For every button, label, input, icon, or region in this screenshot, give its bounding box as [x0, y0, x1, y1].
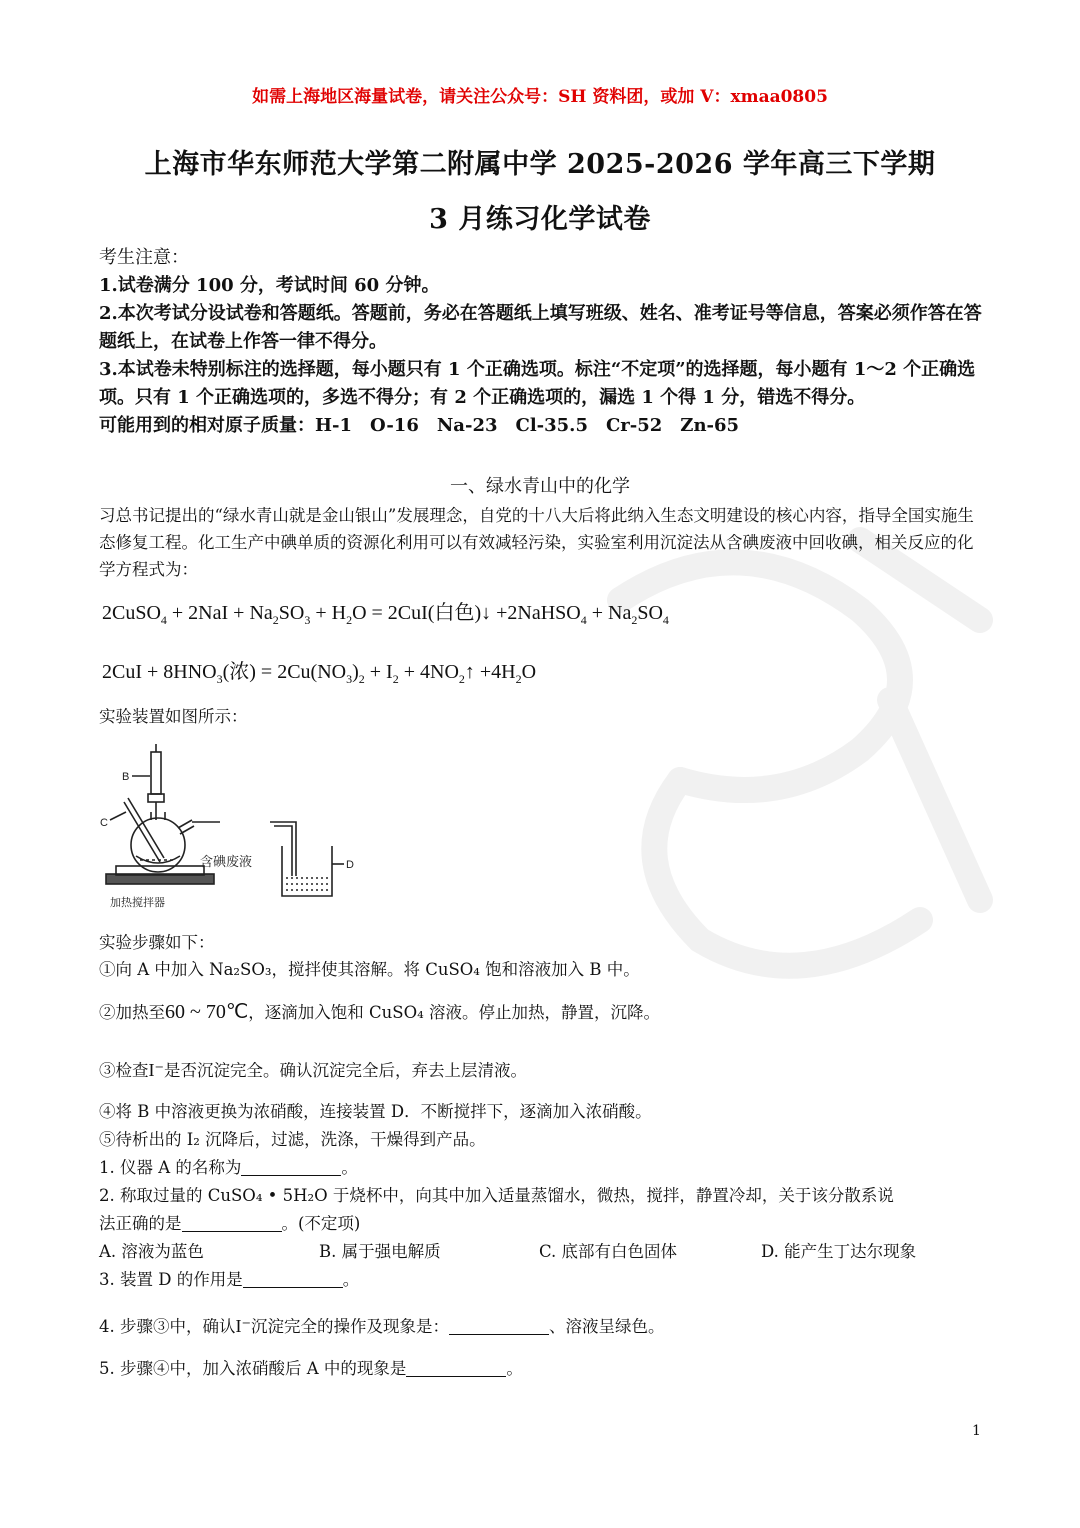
- label-b: B: [122, 771, 130, 783]
- question-2-line-2: 法正确的是 。(不定项): [99, 1214, 361, 1233]
- answer-blank-2[interactable]: [182, 1215, 282, 1233]
- page-number: 1: [972, 1423, 981, 1439]
- notice-item-2: 2.本次考试分设试卷和答题纸。答题前，务必在答题纸上填写班级、姓名、准考证号等信息，答案必须作答在答题纸上，在试卷上作答一律不得分。: [99, 303, 982, 352]
- option-c[interactable]: C. 底部有白色固体: [539, 1242, 678, 1261]
- equation-2: $2CuI + 8HNO_3$(浓) = $2Cu(NO_3)_2 + I_2$ + $4NO_2↑ +4H_2O$: [102, 661, 537, 686]
- section-title: 一、绿水青山中的化学: [450, 476, 630, 497]
- apparatus-figure: [96, 740, 366, 910]
- dropping-funnel: [151, 752, 161, 794]
- notice-item-1: 1.试卷满分 100 分，考试时间 60 分钟。: [99, 275, 440, 296]
- page-title: 上海市华东师范大学第二附属中学 2025-2026 学年高三下学期: [144, 149, 936, 180]
- question-5: 5. 步骤④中，加入浓硝酸后 A 中的现象是 。: [99, 1359, 523, 1378]
- equation-1: 2CuSO$_4$ + $2NaI + Na_2SO_3 + H_2O = 2CuI$(白色)↓ +2NaHSO$_4$ + $Na_2SO_4$: [102, 602, 669, 627]
- notice-item-3: 3.本试卷未特别标注的选择题，每小题只有 1 个正确选项。标注“不定项”的选择题，每小题有 1～2 个正确选项。只有 1 个正确选项的，多选不得分；有 2 个正确选项的，漏选 1 个得 1 分，错选不得分。: [99, 359, 976, 408]
- beaker: [282, 846, 332, 896]
- option-b[interactable]: B. 属于强电解质: [319, 1242, 441, 1261]
- step-5: ⑤待析出的 I₂ 沉降后，过滤，洗涤，干燥得到产品。: [99, 1130, 486, 1149]
- answer-blank-5[interactable]: [406, 1360, 506, 1378]
- answer-blank-4[interactable]: [449, 1318, 549, 1336]
- answer-blank-3[interactable]: [243, 1271, 343, 1289]
- question-4: 4. 步骤③中，确认I⁻沉淀完全的操作及现象是： 、溶液呈绿色。: [99, 1316, 665, 1336]
- option-d[interactable]: D. 能产生丁达尔现象: [761, 1242, 917, 1261]
- label-waste-liquid: 含碘废液: [200, 854, 253, 869]
- steps-heading: 实验步骤如下：: [99, 933, 215, 952]
- question-3: 3. 装置 D 的作用是 。: [99, 1270, 360, 1289]
- atomic-masses: 可能用到的相对原子质量：H-1 O-16 Na-23 Cl-35.5 Cr-52 Zn-65: [99, 415, 740, 436]
- exam-notice: [99, 244, 984, 440]
- ad-banner: 如需上海地区海量试卷，请关注公众号：SH 资料团，或加 V：xmaa0805: [252, 87, 828, 107]
- label-c: C: [100, 817, 108, 829]
- apparatus-intro: 实验装置如图所示：: [99, 707, 248, 726]
- question-2-line-1: 2. 称取过量的 CuSO₄ • 5H₂O 于烧杯中，向其中加入适量蒸馏水，微热，搅拌，静置冷却，关于该分散系说: [99, 1186, 894, 1205]
- step-3: ③检查I⁻是否沉淀完全。确认沉淀完全后，弃去上层清液。: [99, 1060, 527, 1080]
- page-subtitle: 3 月练习化学试卷: [429, 204, 651, 235]
- answer-blank-1[interactable]: [241, 1159, 341, 1177]
- option-a[interactable]: A. 溶液为蓝色: [99, 1242, 204, 1261]
- step-2: ②加热至60 ~ 70℃，逐滴加入饱和 CuSO₄ 溶液。停止加热，静置，沉降。: [99, 1001, 660, 1023]
- notice-heading: 考生注意：: [99, 247, 189, 268]
- step-1: ①向 A 中加入 Na₂SO₃，搅拌使其溶解。将 CuSO₄ 饱和溶液加入 B 中。: [99, 960, 640, 979]
- label-stirrer: 加热搅拌器: [110, 897, 165, 909]
- thermometer: [128, 798, 164, 858]
- step-4: ④将 B 中溶液更换为浓硝酸，连接装置 D．不断搅拌下，逐滴加入浓硝酸。: [99, 1102, 652, 1121]
- label-d: D: [346, 859, 354, 871]
- question-1: 1. 仪器 A 的名称为 。: [99, 1158, 358, 1177]
- intro-paragraph: 习总书记提出的“绿水青山就是金山银山”发展理念，自党的十八大后将此纳入生态文明建设的核心内容，指导全国实施生态修复工程。化工生产中碘单质的资源化利用可以有效减轻污染，实验室利用沉淀法从含碘废液中回收碘，相关反应的化学方程式为：: [99, 506, 974, 579]
